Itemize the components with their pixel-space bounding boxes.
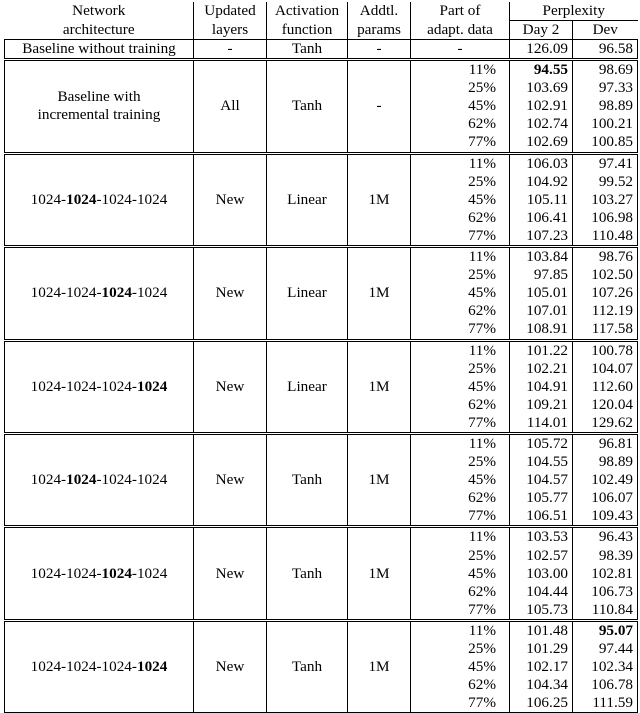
activation-cell: Tanh [267, 527, 348, 620]
part-cell: 25% [411, 360, 510, 378]
day2-cell: 101.29 [510, 640, 573, 658]
updated-layers-cell: All [194, 60, 267, 153]
architecture-line-2: incremental training [37, 106, 161, 124]
baseline-no-training-label: Baseline without training [5, 40, 194, 60]
part-cell: 77% [411, 320, 510, 340]
part-cell: 77% [411, 414, 510, 434]
day2-cell: 102.69 [510, 133, 573, 153]
dev-cell: 98.76 [573, 247, 638, 267]
dev-cell: 107.26 [573, 284, 638, 302]
part-cell: 11% [411, 340, 510, 360]
day2-cell: 105.01 [510, 284, 573, 302]
dev-cell: 102.34 [573, 658, 638, 676]
part-cell: 62% [411, 489, 510, 507]
dev-cell: 98.89 [573, 97, 638, 115]
dev-cell: 100.78 [573, 340, 638, 360]
baseline-no-training-part: - [411, 40, 510, 60]
header-params-2: params [348, 21, 411, 40]
day2-cell: 102.17 [510, 658, 573, 676]
dev-cell: 110.48 [573, 227, 638, 247]
architecture-cell [5, 527, 194, 620]
updated-layers-cell: New [194, 620, 267, 712]
part-cell: 25% [411, 640, 510, 658]
dev-cell: 100.85 [573, 133, 638, 153]
dev-cell: 112.19 [573, 302, 638, 320]
dev-cell: 104.07 [573, 360, 638, 378]
day2-cell-best: 94.55 [533, 61, 568, 79]
day2-cell: 104.91 [510, 378, 573, 396]
day2-cell: 101.22 [510, 340, 573, 360]
dev-cell: 98.69 [573, 60, 638, 80]
header-day2: Day 2 [510, 21, 573, 40]
dev-cell: 109.43 [573, 507, 638, 527]
architecture-suffix: -1024 [131, 284, 168, 302]
part-cell: 77% [411, 133, 510, 153]
part-cell: 45% [411, 378, 510, 396]
architecture-cell [5, 153, 194, 246]
dev-cell: 102.81 [573, 565, 638, 583]
table-row [5, 340, 638, 360]
params-cell: 1M [348, 153, 411, 246]
part-cell: 11% [411, 247, 510, 267]
architecture-cell [5, 620, 194, 712]
day2-cell: 105.73 [510, 601, 573, 621]
day2-cell: 105.77 [510, 489, 573, 507]
part-cell: 62% [411, 209, 510, 227]
header-row-2 [5, 21, 638, 40]
dev-cell: 106.78 [573, 676, 638, 694]
day2-cell: 106.51 [510, 507, 573, 527]
part-cell: 45% [411, 471, 510, 489]
table-row [5, 60, 638, 80]
baseline-no-training-activation: Tanh [267, 40, 348, 60]
architecture-prefix: 1024- [30, 471, 67, 489]
header-params-1: Addtl. [348, 2, 411, 21]
day2-cell: 109.21 [510, 396, 573, 414]
dev-cell: 96.43 [573, 527, 638, 547]
header-activation-2: function [267, 21, 348, 40]
part-cell: 45% [411, 97, 510, 115]
day2-cell: 104.92 [510, 173, 573, 191]
architecture-cell [5, 60, 194, 153]
architecture-line-1: Baseline with [57, 88, 141, 106]
params-cell: 1M [348, 620, 411, 712]
params-cell: 1M [348, 247, 411, 340]
table-row [5, 433, 638, 453]
architecture-new-layer: 1024 [66, 471, 97, 489]
architecture-suffix: -1024-1024 [96, 471, 168, 489]
architecture-new-layer: 1024 [101, 564, 132, 582]
part-cell: 11% [411, 620, 510, 640]
part-cell: 45% [411, 658, 510, 676]
part-cell: 45% [411, 284, 510, 302]
day2-cell: 101.48 [510, 620, 573, 640]
part-cell: 62% [411, 302, 510, 320]
day2-cell: 114.01 [510, 414, 573, 434]
results-table [4, 2, 638, 713]
dev-cell [573, 620, 638, 640]
part-cell: 25% [411, 173, 510, 191]
architecture-new-layer: 1024 [136, 377, 168, 395]
day2-cell: 102.91 [510, 97, 573, 115]
dev-cell: 110.84 [573, 601, 638, 621]
baseline-no-training-layers: - [194, 40, 267, 60]
dev-cell: 97.33 [573, 79, 638, 97]
dev-cell: 97.44 [573, 640, 638, 658]
dev-cell: 103.27 [573, 191, 638, 209]
updated-layers-cell: New [194, 153, 267, 246]
dev-cell: 97.41 [573, 153, 638, 173]
baseline-no-training-day2: 126.09 [510, 40, 573, 60]
header-layers-2: layers [194, 21, 267, 40]
params-cell: 1M [348, 433, 411, 526]
day2-cell: 105.72 [510, 433, 573, 453]
day2-cell: 106.25 [510, 694, 573, 713]
day2-cell: 107.01 [510, 302, 573, 320]
architecture-new-layer: 1024 [101, 284, 132, 302]
day2-cell: 104.57 [510, 471, 573, 489]
table-row [5, 620, 638, 640]
updated-layers-cell: New [194, 433, 267, 526]
baseline-no-training-params: - [348, 40, 411, 60]
day2-cell [510, 60, 573, 80]
architecture-suffix: -1024-1024 [96, 190, 168, 208]
activation-cell: Tanh [267, 60, 348, 153]
params-cell: - [348, 60, 411, 153]
day2-cell: 107.23 [510, 227, 573, 247]
dev-cell-best: 95.07 [598, 621, 633, 639]
dev-cell: 98.89 [573, 453, 638, 471]
activation-cell: Linear [267, 153, 348, 246]
table-row [5, 527, 638, 547]
architecture-suffix: -1024 [131, 564, 168, 582]
header-dev: Dev [592, 21, 618, 38]
params-cell: 1M [348, 527, 411, 620]
header-arch-1: Network [5, 2, 194, 21]
dev-cell: 120.04 [573, 396, 638, 414]
part-cell: 11% [411, 60, 510, 80]
day2-cell: 102.57 [510, 547, 573, 565]
dev-cell: 129.62 [573, 414, 638, 434]
day2-cell: 103.69 [510, 79, 573, 97]
day2-cell: 106.03 [510, 153, 573, 173]
activation-cell: Linear [267, 247, 348, 340]
part-cell: 11% [411, 433, 510, 453]
part-cell: 77% [411, 694, 510, 713]
activation-cell: Tanh [267, 433, 348, 526]
updated-layers-cell: New [194, 527, 267, 620]
architecture-cell [5, 340, 194, 433]
baseline-no-training-row [5, 40, 638, 60]
part-cell: 62% [411, 676, 510, 694]
part-cell: 45% [411, 191, 510, 209]
header-arch-2: architecture [5, 21, 194, 40]
part-cell: 25% [411, 453, 510, 471]
day2-cell: 97.85 [510, 266, 573, 284]
activation-cell: Linear [267, 340, 348, 433]
dev-cell: 106.98 [573, 209, 638, 227]
activation-cell: Tanh [267, 620, 348, 712]
dev-cell: 117.58 [573, 320, 638, 340]
baseline-no-training-dev: 96.58 [573, 40, 638, 60]
architecture-new-layer: 1024 [66, 190, 97, 208]
part-cell: 77% [411, 227, 510, 247]
day2-cell: 104.44 [510, 583, 573, 601]
architecture-prefix: 1024- [30, 190, 67, 208]
architecture-new-layer: 1024 [136, 658, 168, 676]
architecture-prefix: 1024-1024- [30, 284, 102, 302]
day2-cell: 103.53 [510, 527, 573, 547]
part-cell: 25% [411, 547, 510, 565]
part-cell: 25% [411, 266, 510, 284]
updated-layers-cell: New [194, 340, 267, 433]
header-part-2: adapt. data [411, 21, 510, 40]
day2-cell: 103.84 [510, 247, 573, 267]
dev-cell: 98.39 [573, 547, 638, 565]
part-cell: 45% [411, 565, 510, 583]
dev-cell: 96.81 [573, 433, 638, 453]
part-cell: 62% [411, 115, 510, 133]
architecture-cell [5, 433, 194, 526]
header-row-1 [5, 2, 638, 21]
part-cell: 25% [411, 79, 510, 97]
updated-layers-cell: New [194, 247, 267, 340]
day2-cell: 106.41 [510, 209, 573, 227]
dev-cell: 100.21 [573, 115, 638, 133]
header-activation-1: Activation [267, 2, 348, 21]
table-row [5, 247, 638, 267]
part-cell: 62% [411, 583, 510, 601]
dev-cell: 106.07 [573, 489, 638, 507]
part-cell: 62% [411, 396, 510, 414]
part-cell: 11% [411, 527, 510, 547]
dev-cell: 99.52 [573, 173, 638, 191]
architecture-prefix: 1024-1024-1024- [30, 658, 137, 676]
part-cell: 77% [411, 507, 510, 527]
header-part-1: Part of [411, 2, 510, 21]
day2-cell: 104.55 [510, 453, 573, 471]
day2-cell: 102.21 [510, 360, 573, 378]
architecture-cell [5, 247, 194, 340]
table-row [5, 153, 638, 173]
header-layers-1: Updated [194, 2, 267, 21]
part-cell: 11% [411, 153, 510, 173]
dev-cell: 112.60 [573, 378, 638, 396]
day2-cell: 105.11 [510, 191, 573, 209]
day2-cell: 108.91 [510, 320, 573, 340]
dev-cell: 102.50 [573, 266, 638, 284]
dev-cell: 102.49 [573, 471, 638, 489]
day2-cell: 104.34 [510, 676, 573, 694]
dev-cell: 106.73 [573, 583, 638, 601]
dev-cell: 111.59 [573, 694, 638, 713]
params-cell: 1M [348, 340, 411, 433]
day2-cell: 102.74 [510, 115, 573, 133]
header-perplexity: Perplexity [510, 2, 638, 21]
day2-cell: 103.00 [510, 565, 573, 583]
architecture-prefix: 1024-1024- [30, 564, 102, 582]
architecture-prefix: 1024-1024-1024- [30, 377, 137, 395]
part-cell: 77% [411, 601, 510, 621]
